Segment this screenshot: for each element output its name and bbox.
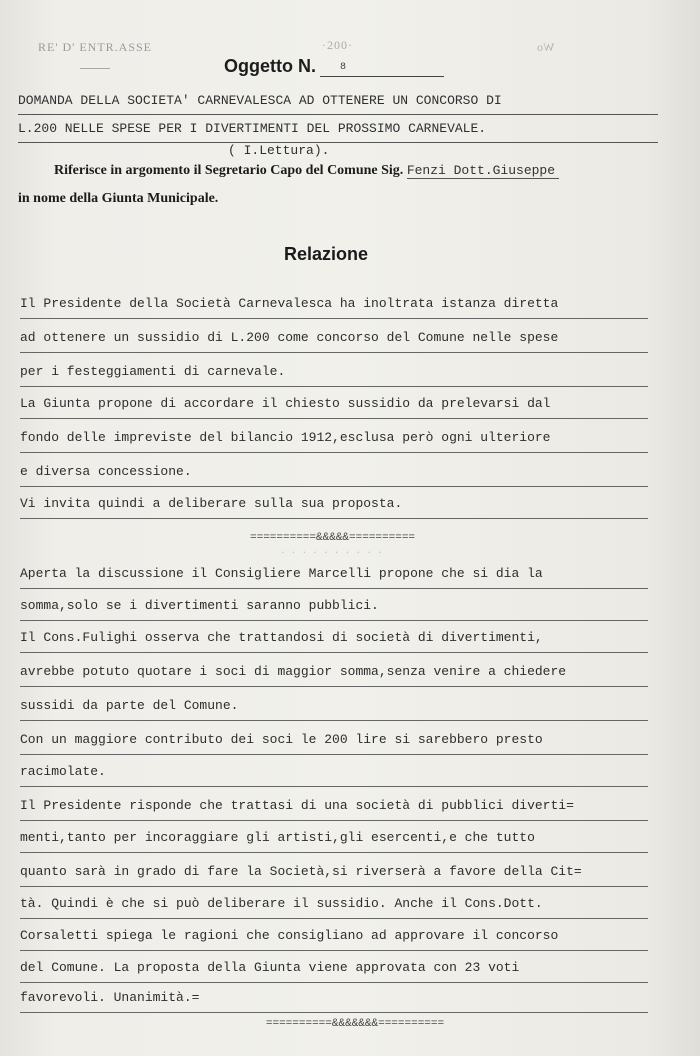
discussion-line: del Comune. La proposta della Giunta viene approvata con 23 voti <box>20 958 648 983</box>
relazione-line: ad ottenere un sussidio di L.200 come concorso del Comune nelle spese <box>20 328 648 353</box>
page-title: Oggetto N. <box>224 56 316 76</box>
discussion-line: Il Cons.Fulighi osserva che trattandosi di società di divertimenti, <box>20 628 648 653</box>
ghost-stamp-right: Wo <box>536 40 555 54</box>
subject-line-3: ( I.Lettura). <box>228 143 330 158</box>
discussion-line: Corsaletti spiega le ragioni che consigliano ad approvare il concorso <box>20 926 648 951</box>
intro-line-2: in nome della Giunta Municipale. <box>18 191 219 206</box>
discussion-line: sussidi da parte del Comune. <box>20 696 648 721</box>
relazione-line: Vi invita quindi a deliberare sulla sua proposta. <box>20 494 648 519</box>
secretary-name: Fenzi Dott.Giuseppe <box>407 163 559 179</box>
intro-line-1 <box>54 163 559 179</box>
relazione-line: La Giunta propone di accordare il chiesto sussidio da prelevarsi dal <box>20 394 648 419</box>
title-underline <box>320 76 444 77</box>
discussion-line: favorevoli. Unanimità.= <box>20 988 648 1013</box>
relazione-line: fondo delle impreviste del bilancio 1912,esclusa però ogni ulteriore <box>20 428 648 453</box>
object-number: 8 <box>340 62 347 73</box>
discussion-line: Con un maggiore contributo dei soci le 200 lire si sarebbero presto <box>20 730 648 755</box>
separator: ==========&&&&&&&========== <box>265 1018 445 1030</box>
discussion-line: somma,solo se i divertimenti saranno pubblici. <box>20 596 648 621</box>
bleed-through-text: · · · · · · · · · · <box>280 548 383 558</box>
subject-line-1: DOMANDA DELLA SOCIETA' CARNEVALESCA AD OTTENERE UN CONCORSO DI <box>18 92 658 115</box>
stamp-rule <box>80 68 110 69</box>
ghost-stamp-center: ·200· <box>322 38 353 52</box>
section-heading: Relazione <box>284 244 369 264</box>
intro-prefix: Riferisce in argomento il Segretario Capo del Comune Sig. <box>54 163 404 178</box>
subject-line-2: L.200 NELLE SPESE PER I DIVERTIMENTI DEL PROSSIMO CARNEVALE. <box>18 120 658 143</box>
discussion-line: quanto sarà in grado di fare la Società,si riverserà a favore della Cit= <box>20 862 648 887</box>
ghost-stamp-left: RE' D' ENTR.ASSE <box>38 40 152 54</box>
relazione-line: per i festeggiamenti di carnevale. <box>20 362 648 387</box>
discussion-line: Aperta la discussione il Consigliere Marcelli propone che si dia la <box>20 564 648 589</box>
discussion-line: menti,tanto per incoraggiare gli artisti,gli esercenti,e che tutto <box>20 828 648 853</box>
discussion-line: racimolate. <box>20 762 648 787</box>
discussion-line: tà. Quindi è che si può deliberare il sussidio. Anche il Cons.Dott. <box>20 894 648 919</box>
relazione-line: Il Presidente della Società Carnevalesca ha inoltrata istanza diretta <box>20 294 648 319</box>
separator: ==========&&&&&========== <box>250 532 416 544</box>
discussion-line: Il Presidente risponde che trattasi di una società di pubblici diverti= <box>20 796 648 821</box>
relazione-line: e diversa concessione. <box>20 462 648 487</box>
discussion-line: avrebbe potuto quotare i soci di maggior somma,senza venire a chiedere <box>20 662 648 687</box>
